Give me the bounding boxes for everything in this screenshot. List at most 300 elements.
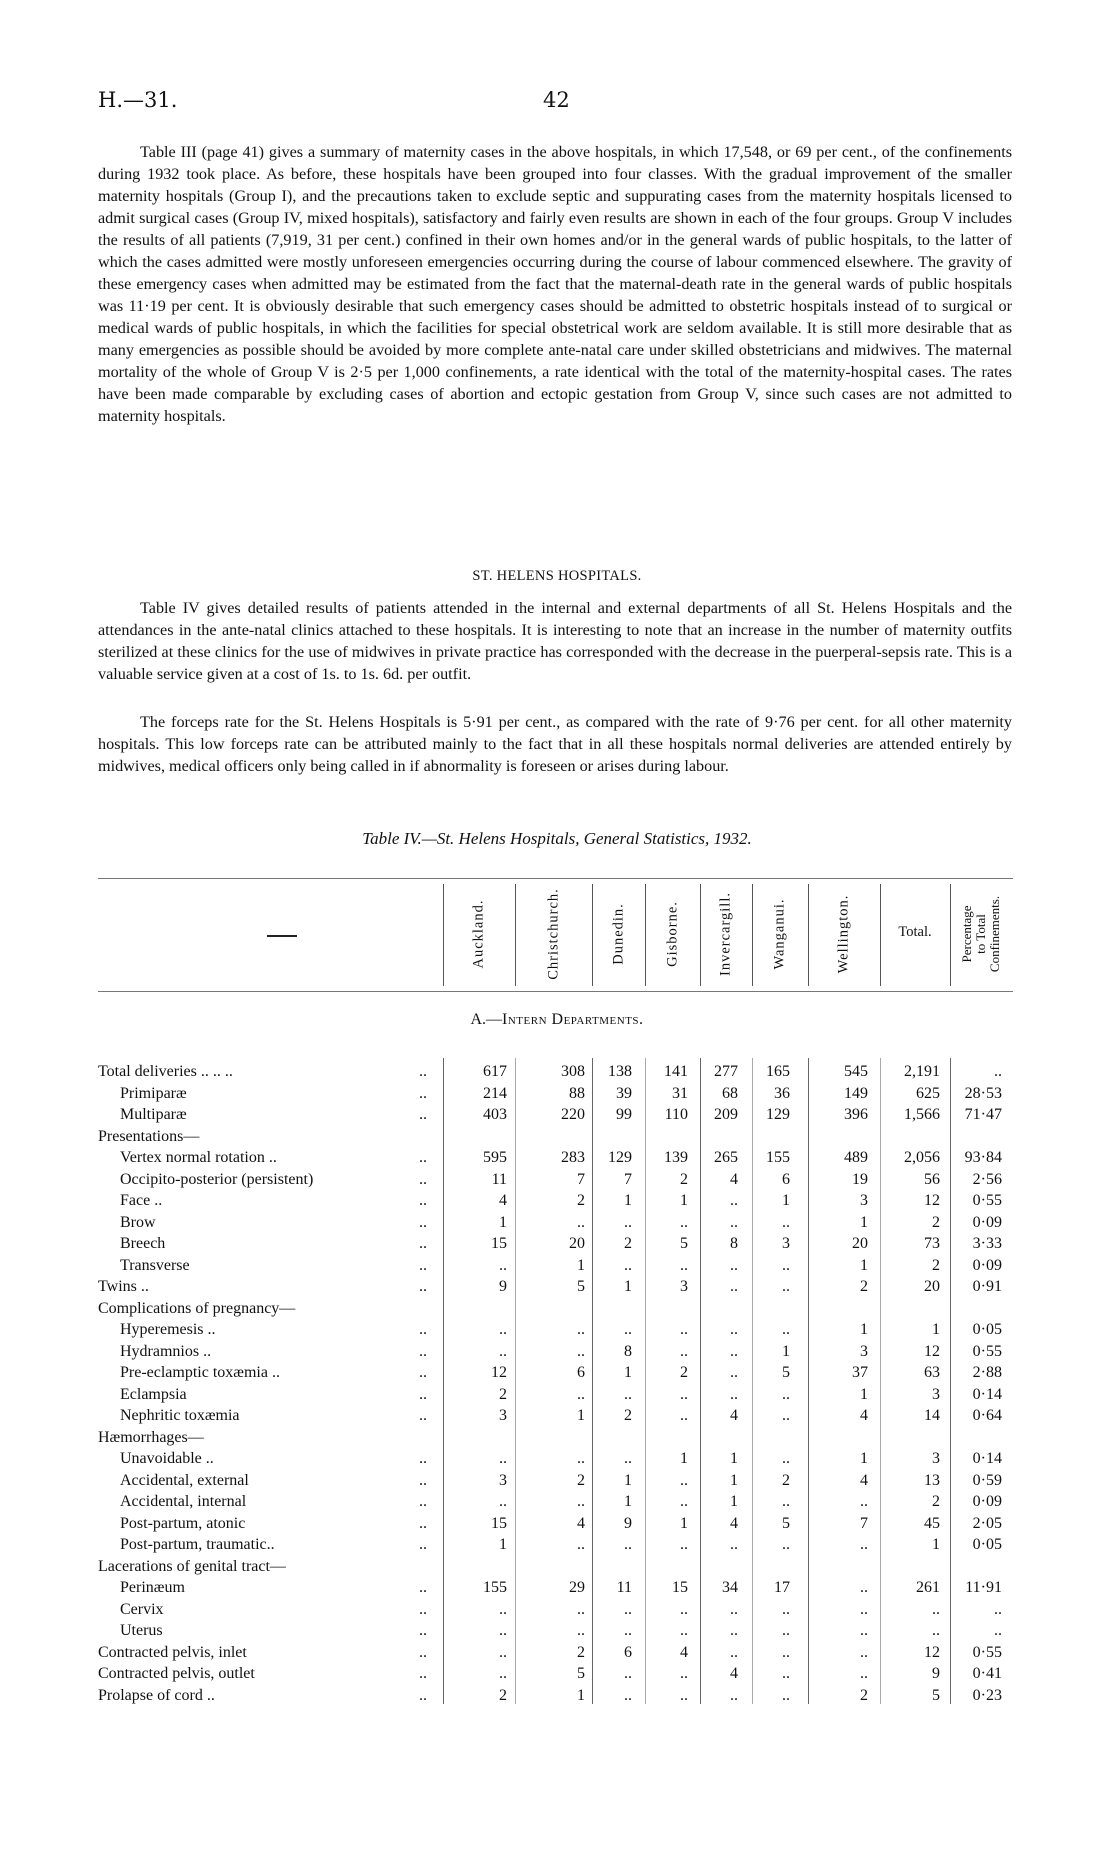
cell-dunedin: 1 [624, 1493, 632, 1510]
cell-wanganui: .. [782, 1536, 790, 1553]
cell-dunedin: 11 [616, 1579, 632, 1596]
header-column-divider [752, 884, 753, 986]
column-header-christchurch: Christchurch. [545, 888, 561, 980]
cell-dunedin: 7 [624, 1170, 632, 1188]
cell-auckland: .. [499, 1643, 507, 1661]
cell-percentage: 3·33 [972, 1235, 1002, 1252]
header-column-divider [808, 884, 809, 986]
row-label: Occipito-posterior (persistent) [120, 1170, 314, 1188]
cell-gisborne: 1 [680, 1514, 688, 1532]
cell-total: 56 [924, 1170, 940, 1188]
cell-dunedin: 1 [624, 1471, 632, 1489]
dot-leader: .. [419, 1063, 427, 1080]
cell-auckland: .. [499, 1321, 507, 1338]
cell-wellington: 1 [860, 1321, 868, 1338]
dot-leader: .. [419, 1622, 427, 1639]
table-row [0, 1644, 1114, 1665]
cell-dunedin: .. [624, 1665, 632, 1682]
cell-wanganui: 5 [782, 1364, 790, 1381]
cell-percentage: 28·53 [964, 1084, 1002, 1102]
cell-christchurch: .. [577, 1493, 585, 1510]
cell-percentage: 11·91 [965, 1579, 1002, 1596]
row-label: Multiparæ [120, 1106, 187, 1123]
dot-leader: .. [419, 1342, 427, 1360]
cell-dunedin: 2 [624, 1235, 632, 1252]
cell-percentage: 0·41 [972, 1665, 1002, 1682]
dot-leader: .. [419, 1278, 427, 1295]
cell-wellington: 489 [844, 1149, 868, 1166]
row-label: Presentations— [98, 1127, 200, 1145]
cell-total: 73 [924, 1235, 940, 1252]
cell-wellington: 149 [844, 1084, 868, 1102]
table-row [0, 1257, 1114, 1278]
cell-wanganui: .. [782, 1600, 790, 1618]
cell-gisborne: .. [680, 1213, 688, 1231]
cell-dunedin: 1 [624, 1192, 632, 1209]
cell-christchurch: 5 [577, 1665, 585, 1682]
dot-leader: .. [419, 1170, 427, 1188]
cell-gisborne: 2 [680, 1170, 688, 1188]
cell-christchurch: 6 [577, 1364, 585, 1381]
cell-wanganui: .. [782, 1665, 790, 1682]
cell-auckland: .. [499, 1450, 507, 1467]
cell-auckland: 1 [499, 1213, 507, 1231]
cell-wellington: 2 [860, 1686, 868, 1704]
cell-gisborne: 141 [664, 1063, 688, 1080]
cell-wellington: 3 [860, 1192, 868, 1209]
cell-invercargill: 277 [714, 1063, 738, 1080]
cell-gisborne: .. [680, 1407, 688, 1424]
cell-wellington: 3 [860, 1342, 868, 1360]
dot-leader: .. [419, 1385, 427, 1403]
table-row [0, 1622, 1114, 1643]
column-header-auckland: Auckland. [470, 899, 487, 969]
header-column-divider [880, 884, 881, 986]
cell-invercargill: 1 [730, 1471, 738, 1489]
cell-christchurch: 1 [577, 1407, 585, 1424]
cell-christchurch: .. [577, 1600, 585, 1618]
cell-wanganui: .. [782, 1450, 790, 1467]
table-row [0, 1407, 1114, 1428]
cell-christchurch: 5 [577, 1278, 585, 1295]
cell-wellington: 396 [844, 1106, 868, 1123]
cell-wanganui: .. [782, 1321, 790, 1338]
cell-wanganui: .. [782, 1385, 790, 1403]
cell-invercargill: 209 [714, 1106, 738, 1123]
cell-percentage: .. [994, 1063, 1002, 1080]
cell-invercargill: .. [730, 1321, 738, 1338]
table-row [0, 1364, 1114, 1385]
cell-wellington: .. [860, 1579, 868, 1596]
table-group-heading [0, 1128, 1114, 1149]
cell-auckland: 3 [499, 1471, 507, 1489]
cell-total: 12 [924, 1192, 940, 1209]
cell-dunedin: .. [624, 1686, 632, 1704]
dot-leader: .. [419, 1235, 427, 1252]
table-group-heading [0, 1558, 1114, 1579]
cell-gisborne: .. [680, 1686, 688, 1704]
cell-total: 2 [932, 1256, 940, 1274]
row-label: Lacerations of genital tract— [98, 1557, 286, 1575]
cell-gisborne: .. [680, 1622, 688, 1639]
paragraph-text: Table IV gives detailed results of patients attended in the internal and external departments of all St. Helens Hospitals and the attendances in the ante-natal clinics attached to these hospitals. It is interesting to note that an increase in the number of maternity outfits sterilized at these clinics for the use of midwives in private practice has corresponded with the decrease in the puerperal-sepsis rate. This is a valuable service given at a cost of 1s. to 1s. 6d. per outfit. [98, 599, 1012, 683]
cell-invercargill: 8 [730, 1235, 738, 1252]
cell-gisborne: .. [680, 1321, 688, 1338]
document-reference: H.—31. [98, 88, 178, 112]
cell-dunedin: 1 [624, 1278, 632, 1295]
cell-auckland: 1 [499, 1536, 507, 1553]
cell-dunedin: 9 [624, 1514, 632, 1532]
cell-gisborne: .. [680, 1493, 688, 1510]
header-column-divider [443, 884, 444, 986]
cell-total: 45 [924, 1514, 940, 1532]
cell-wanganui: 155 [766, 1149, 790, 1166]
table-row [0, 1472, 1114, 1493]
cell-auckland: 4 [499, 1192, 507, 1209]
cell-invercargill: .. [730, 1342, 738, 1360]
cell-gisborne: .. [680, 1665, 688, 1682]
cell-total: 1,566 [904, 1106, 940, 1123]
cell-gisborne: 31 [672, 1084, 688, 1102]
cell-percentage: 2·56 [972, 1170, 1002, 1188]
cell-invercargill: 4 [730, 1170, 738, 1188]
cell-wanganui: .. [782, 1213, 790, 1231]
cell-wellington: 4 [860, 1407, 868, 1424]
cell-gisborne: 139 [664, 1149, 688, 1166]
cell-dunedin: 2 [624, 1407, 632, 1424]
dot-leader: .. [419, 1213, 427, 1231]
cell-wanganui: .. [782, 1278, 790, 1295]
cell-invercargill: .. [730, 1622, 738, 1639]
cell-invercargill: .. [730, 1643, 738, 1661]
cell-percentage: .. [994, 1600, 1002, 1618]
cell-percentage: 2·88 [972, 1364, 1002, 1381]
table-row [0, 1386, 1114, 1407]
header-column-divider [592, 884, 593, 986]
cell-wellington: .. [860, 1643, 868, 1661]
header-column-divider [700, 884, 701, 986]
cell-auckland: 15 [491, 1514, 507, 1532]
table-caption: Table IV.—St. Helens Hospitals, General Statistics, 1932. [362, 829, 752, 848]
cell-gisborne: .. [680, 1536, 688, 1553]
row-label: Accidental, internal [120, 1493, 247, 1510]
cell-auckland: .. [499, 1622, 507, 1639]
cell-wellington: 545 [844, 1063, 868, 1080]
cell-total: 2 [932, 1493, 940, 1510]
cell-christchurch: .. [577, 1321, 585, 1338]
row-label: Contracted pelvis, outlet [98, 1665, 255, 1682]
cell-christchurch: .. [577, 1622, 585, 1639]
row-label: Hæmorrhages— [98, 1428, 204, 1446]
dot-leader: .. [419, 1321, 427, 1338]
dot-leader: .. [419, 1643, 427, 1661]
cell-christchurch: .. [577, 1450, 585, 1467]
cell-auckland: .. [499, 1342, 507, 1360]
dot-leader: .. [419, 1192, 427, 1209]
paragraph-table-iii-summary [98, 141, 1012, 427]
cell-total: 2,056 [904, 1149, 940, 1166]
cell-total: 1 [932, 1536, 940, 1553]
table-row [0, 1149, 1114, 1170]
cell-auckland: .. [499, 1665, 507, 1682]
cell-christchurch: 1 [577, 1256, 585, 1274]
cell-auckland: 12 [491, 1364, 507, 1381]
dot-leader: .. [419, 1536, 427, 1553]
row-label: Transverse [120, 1256, 190, 1274]
row-label: Accidental, external [120, 1471, 249, 1489]
cell-wellington: 20 [852, 1235, 868, 1252]
cell-percentage: 0·14 [972, 1385, 1002, 1403]
dot-leader: .. [419, 1600, 427, 1618]
row-label: Twins .. [98, 1278, 149, 1295]
stub-header-dash [267, 935, 297, 937]
paragraph-forceps-rate [98, 711, 1012, 777]
cell-percentage: 0·14 [972, 1450, 1002, 1467]
column-header-wellington: Wellington. [835, 894, 852, 974]
cell-dunedin: .. [624, 1536, 632, 1553]
cell-auckland: 15 [491, 1235, 507, 1252]
cell-gisborne: 4 [680, 1643, 688, 1661]
column-header-total: Total. [898, 924, 932, 940]
row-label: Contracted pelvis, inlet [98, 1643, 247, 1661]
cell-dunedin: .. [624, 1213, 632, 1231]
cell-percentage: 0·91 [972, 1278, 1002, 1295]
row-label: Nephritic toxæmia [120, 1407, 240, 1424]
table-row [0, 1343, 1114, 1364]
cell-total: 625 [916, 1084, 940, 1102]
table-row [0, 1321, 1114, 1342]
cell-wanganui: 1 [782, 1192, 790, 1209]
cell-christchurch: 1 [577, 1686, 585, 1704]
cell-gisborne: 3 [680, 1278, 688, 1295]
cell-gisborne: 1 [680, 1450, 688, 1467]
cell-percentage: 0·05 [972, 1536, 1002, 1553]
column-header-percentage: Percentage to Total Confinements. [959, 895, 1002, 973]
paragraph-text: The forceps rate for the St. Helens Hospitals is 5·91 per cent., as compared with the rate of 9·76 per cent. for all other maternity hospitals. This low forceps rate can be attributed mainly to the fact that in all these hospitals normal deliveries are attended entirely by midwives, medical officers only being called in if abnormality is foreseen or arises during labour. [98, 713, 1012, 775]
cell-christchurch: .. [577, 1385, 585, 1403]
table-row [0, 1493, 1114, 1514]
cell-percentage: 0·09 [972, 1493, 1002, 1510]
cell-wanganui: .. [782, 1256, 790, 1274]
cell-total: 63 [924, 1364, 940, 1381]
column-header-invercargill: Invercargill. [717, 892, 734, 976]
dot-leader: .. [419, 1665, 427, 1682]
cell-auckland: 214 [483, 1084, 507, 1102]
table-row [0, 1687, 1114, 1708]
table-row [0, 1579, 1114, 1600]
cell-wanganui: 3 [782, 1235, 790, 1252]
cell-christchurch: 29 [569, 1579, 585, 1596]
cell-total: 9 [932, 1665, 940, 1682]
row-label: Hydramnios .. [120, 1342, 212, 1360]
cell-invercargill: 1 [730, 1493, 738, 1510]
header-column-divider [645, 884, 646, 986]
cell-auckland: 11 [491, 1170, 507, 1188]
cell-wanganui: 2 [782, 1471, 790, 1489]
cell-wanganui: .. [782, 1407, 790, 1424]
cell-dunedin: 99 [616, 1106, 632, 1123]
cell-wellington: 37 [852, 1364, 868, 1381]
row-label: Uterus [120, 1622, 163, 1639]
cell-wanganui: 17 [774, 1579, 790, 1596]
row-label: Face .. [120, 1192, 163, 1209]
table-row [0, 1278, 1114, 1299]
cell-total: 5 [932, 1686, 940, 1704]
cell-percentage: 71·47 [964, 1106, 1002, 1123]
cell-auckland: 3 [499, 1407, 507, 1424]
cell-dunedin: .. [624, 1256, 632, 1274]
cell-gisborne: 2 [680, 1364, 688, 1381]
cell-auckland: 595 [483, 1149, 507, 1166]
cell-total: 13 [924, 1471, 940, 1489]
cell-wellington: .. [860, 1493, 868, 1510]
dot-leader: .. [419, 1407, 427, 1424]
dot-leader: .. [419, 1686, 427, 1704]
cell-percentage: 0·59 [972, 1471, 1002, 1489]
table-header-bottom-rule [98, 991, 1013, 992]
cell-total: 1 [932, 1321, 940, 1338]
table-row [0, 1665, 1114, 1686]
cell-gisborne: .. [680, 1256, 688, 1274]
dot-leader: .. [419, 1471, 427, 1489]
cell-christchurch: 20 [569, 1235, 585, 1252]
cell-wellington: 1 [860, 1385, 868, 1403]
table-group-heading [0, 1300, 1114, 1321]
cell-gisborne: 15 [672, 1579, 688, 1596]
cell-auckland: .. [499, 1493, 507, 1510]
row-label: Breech [120, 1235, 166, 1252]
cell-wellington: .. [860, 1622, 868, 1639]
cell-gisborne: 5 [680, 1235, 688, 1252]
cell-wanganui: 129 [766, 1106, 790, 1123]
cell-invercargill: 4 [730, 1514, 738, 1532]
cell-dunedin: 8 [624, 1342, 632, 1360]
table-section-title: A.—Intern Departments. [470, 1011, 644, 1028]
cell-total: 261 [916, 1579, 940, 1596]
cell-dunedin: 138 [608, 1063, 632, 1080]
cell-total: 2,191 [904, 1063, 940, 1080]
column-header-gisborne: Gisborne. [664, 901, 680, 967]
cell-wellington: .. [860, 1536, 868, 1553]
row-label: Hyperemesis .. [120, 1321, 216, 1338]
cell-christchurch: 2 [577, 1643, 585, 1661]
table-row [0, 1450, 1114, 1471]
column-header-dunedin: Dunedin. [610, 903, 626, 965]
cell-percentage: 0·09 [972, 1256, 1002, 1274]
dot-leader: .. [419, 1493, 427, 1510]
cell-wellington: 1 [860, 1450, 868, 1467]
cell-wanganui: 1 [782, 1342, 790, 1360]
cell-invercargill: .. [730, 1385, 738, 1403]
cell-invercargill: .. [730, 1213, 738, 1231]
cell-wanganui: .. [782, 1493, 790, 1510]
row-label: Pre-eclamptic toxæmia .. [120, 1364, 280, 1381]
cell-dunedin: 1 [624, 1364, 632, 1381]
cell-wanganui: .. [782, 1622, 790, 1639]
column-header-wanganui: Wanganui. [771, 898, 788, 970]
row-label: Post-partum, atonic [120, 1514, 246, 1532]
cell-christchurch: .. [577, 1213, 585, 1231]
cell-invercargill: .. [730, 1536, 738, 1553]
row-label: Unavoidable .. [120, 1450, 214, 1467]
cell-total: 20 [924, 1278, 940, 1295]
cell-wanganui: 36 [774, 1084, 790, 1102]
cell-wellington: 2 [860, 1278, 868, 1295]
dot-leader: .. [419, 1256, 427, 1274]
cell-percentage: .. [994, 1622, 1002, 1639]
cell-wellington: 7 [860, 1514, 868, 1532]
table-row [0, 1085, 1114, 1106]
cell-percentage: 93·84 [964, 1149, 1002, 1166]
dot-leader: .. [419, 1106, 427, 1123]
paragraph-table-iv-intro [98, 597, 1012, 685]
table-row [0, 1601, 1114, 1622]
cell-total: 14 [924, 1407, 940, 1424]
cell-auckland: 617 [483, 1063, 507, 1080]
dot-leader: .. [419, 1579, 427, 1596]
table-row [0, 1063, 1114, 1084]
cell-wellington: 1 [860, 1256, 868, 1274]
cell-invercargill: 1 [730, 1450, 738, 1467]
cell-invercargill: 68 [722, 1084, 738, 1102]
cell-dunedin: .. [624, 1385, 632, 1403]
cell-percentage: 0·05 [972, 1321, 1002, 1338]
cell-total: 3 [932, 1450, 940, 1467]
table-group-heading [0, 1429, 1114, 1450]
row-label: Brow [120, 1213, 156, 1231]
dot-leader: .. [419, 1149, 427, 1166]
cell-percentage: 0·55 [972, 1643, 1002, 1661]
cell-gisborne: .. [680, 1342, 688, 1360]
cell-total: .. [932, 1622, 940, 1639]
row-label: Eclampsia [120, 1385, 187, 1403]
cell-christchurch: 308 [561, 1063, 585, 1080]
cell-dunedin: .. [624, 1600, 632, 1618]
row-label: Cervix [120, 1600, 164, 1618]
cell-invercargill: .. [730, 1600, 738, 1618]
cell-total: 3 [932, 1385, 940, 1403]
cell-dunedin: .. [624, 1321, 632, 1338]
cell-gisborne: 110 [664, 1106, 688, 1123]
row-label: Primiparæ [120, 1084, 187, 1102]
cell-percentage: 0·55 [972, 1192, 1002, 1209]
cell-auckland: 9 [499, 1278, 507, 1295]
cell-gisborne: .. [680, 1385, 688, 1403]
row-label: Complications of pregnancy— [98, 1299, 296, 1317]
cell-invercargill: .. [730, 1278, 738, 1295]
cell-dunedin: .. [624, 1622, 632, 1639]
table-row [0, 1106, 1114, 1127]
row-label: Post-partum, traumatic.. [120, 1536, 275, 1553]
cell-wellington: 19 [852, 1170, 868, 1188]
cell-dunedin: .. [624, 1450, 632, 1467]
cell-wanganui: 6 [782, 1170, 790, 1188]
cell-auckland: .. [499, 1600, 507, 1618]
dot-leader: .. [419, 1514, 427, 1532]
cell-wanganui: 5 [782, 1514, 790, 1532]
cell-christchurch: 220 [561, 1106, 585, 1123]
row-label: Vertex normal rotation .. [120, 1149, 277, 1166]
cell-invercargill: .. [730, 1364, 738, 1381]
table-row [0, 1515, 1114, 1536]
cell-gisborne: .. [680, 1600, 688, 1618]
cell-auckland: 403 [483, 1106, 507, 1123]
cell-total: .. [932, 1600, 940, 1618]
cell-christchurch: 2 [577, 1471, 585, 1489]
cell-invercargill: 4 [730, 1407, 738, 1424]
cell-percentage: 0·23 [972, 1686, 1002, 1704]
paragraph-text: Table III (page 41) gives a summary of maternity cases in the above hospitals, in which 17,548, or 69 per cent., of the confinements during 1932 took place. As before, these hospitals have been grouped into four classes. With the gradual improvement of the smaller maternity hospitals (Group I), and the precautions taken to exclude septic and suppurating cases from the maternity hospitals licensed to admit surgical cases (Group IV, mixed hospitals), satisfactory and fairly even results are shown in each of the four groups. Group V includes the results of all patients (7,919, 31 per cent.) confined in their own homes and/or in the general wards of public hospitals, to the latter of which the cases admitted were mostly unforeseen emergencies occurring during the course of labour commenced elsewhere. The gravity of these emergency cases when admitted may be estimated from the fact that the maternal-death rate in the general wards of public hospitals was 11·19 per cent. It is obviously desirable that such emergency cases should be admitted to obstetric hospitals instead of to surgical or medical wards of public hospitals, in which the facilities for special obstetrical work are seldom available. It is still more desirable that as many emergencies as possible should be avoided by more complete ante-natal care under skilled obstetricians and midwives. The maternal mortality of the whole of Group V is 2·5 per 1,000 confinements, a rate identical with the total of the maternity-hospital cases. The rates have been made comparable by excluding cases of abortion and ectopic gestation from Group V, since such cases are not admitted to maternity hospitals. [98, 143, 1012, 425]
